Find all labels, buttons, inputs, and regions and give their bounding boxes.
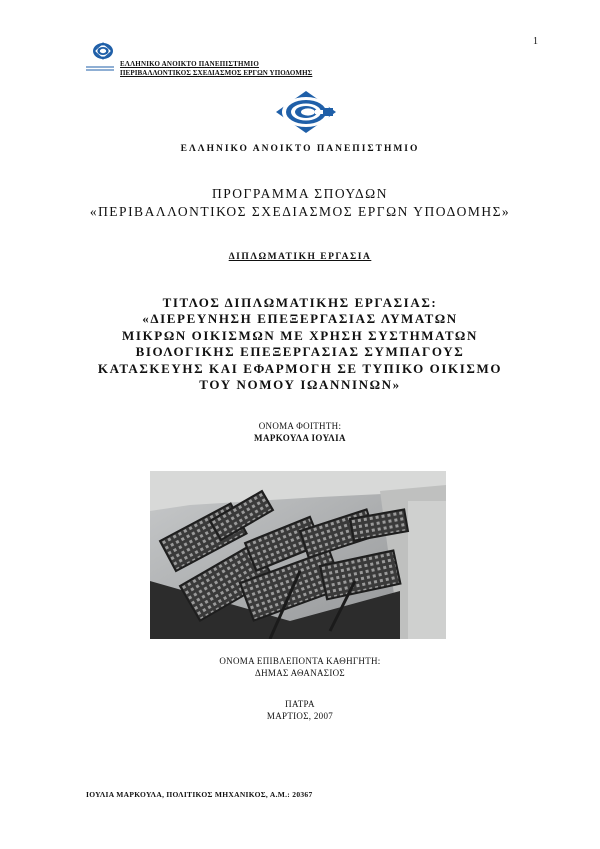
supervisor-label: ΟΝΟΜΑ ΕΠΙΒΛΕΠΟΝΤΑ ΚΑΘΗΓΗΤΗ: — [219, 656, 381, 666]
university-logo-icon — [275, 90, 337, 134]
title-line: «ΔΙΕΡΕΥΝΗΣΗ ΕΠΕΞΕΡΓΑΣΙΑΣ ΛΥΜΑΤΩΝ — [142, 311, 458, 327]
place: ΠΑΤΡΑ — [285, 699, 315, 709]
supervisor-name: ΔΗΜΑΣ ΑΘΑΝΑΣΙΟΣ — [255, 668, 345, 678]
university-name: ΕΛΛΗΝΙΚΟ ΑΝΟΙΚΤΟ ΠΑΝΕΠΙΣΤΗΜΙΟ — [180, 144, 420, 154]
treatment-plant-photo — [150, 471, 446, 639]
title-line: ΜΙΚΡΩΝ ΟΙΚΙΣΜΩΝ ΜΕ ΧΡΗΣΗ ΣΥΣΤΗΜΑΤΩΝ — [122, 327, 478, 343]
student-label: ΟΝΟΜΑ ΦΟΙΤΗΤΗ: — [258, 421, 342, 431]
title-line: ΤΙΤΛΟΣ ΔΙΠΛΩΜΑΤΙΚΗΣ ΕΡΓΑΣΙΑΣ: — [162, 295, 438, 310]
header-rule-lines — [86, 62, 114, 74]
footer: ΙΟΥΛΙΑ ΜΑΡΚΟΥΛΑ, ΠΟΛΙΤΙΚΟΣ ΜΗΧΑΝΙΚΟΣ, Α.Μ.: 20367 — [86, 790, 313, 799]
date: ΜΑΡΤΙΟΣ, 2007 — [266, 711, 334, 721]
thesis-title — [0, 295, 600, 393]
title-line: ΤΟΥ ΝΟΜΟΥ ΙΩΑΝΝΙΝΩΝ» — [199, 377, 401, 393]
student-name: ΜΑΡΚΟΥΛΑ ΙΟΥΛΙΑ — [254, 433, 346, 443]
program-name: «ΠΕΡΙΒΑΛΛΟΝΤΙΚΟΣ ΣΧΕΔΙΑΣΜΟΣ ΕΡΓΩΝ ΥΠΟΔΟΜΗΣ» — [89, 204, 511, 219]
program-label: ΠΡΟΓΡΑΜΜΑ ΣΠΟΥΔΩΝ — [212, 186, 388, 201]
header-university-name: ΕΛΛΗΝΙΚΟ ΑΝΟΙΚΤΟ ΠΑΝΕΠΙΣΤΗΜΙΟ — [120, 60, 260, 68]
page-number: 1 — [533, 36, 538, 47]
title-line: ΒΙΟΛΟΓΙΚΗΣ ΕΠΕΞΕΡΓΑΣΙΑΣ ΣΥΜΠΑΓΟΥΣ — [135, 344, 465, 360]
university-logo-small-icon — [92, 42, 114, 60]
title-line: ΚΑΤΑΣΚΕΥΗΣ ΚΑΙ ΕΦΑΡΜΟΓΗ ΣΕ ΤΥΠΙΚΟ ΟΙΚΙΣΜΟ — [97, 360, 503, 376]
header-program-name: ΠΕΡΙΒΑΛΛΟΝΤΙΚΟΣ ΣΧΕΔΙΑΣΜΟΣ ΕΡΓΩΝ ΥΠΟΔΟΜΗΣ — [120, 69, 313, 77]
thesis-type: ΔΙΠΛΩΜΑΤΙΚΗ ΕΡΓΑΣΙΑ — [228, 252, 372, 262]
